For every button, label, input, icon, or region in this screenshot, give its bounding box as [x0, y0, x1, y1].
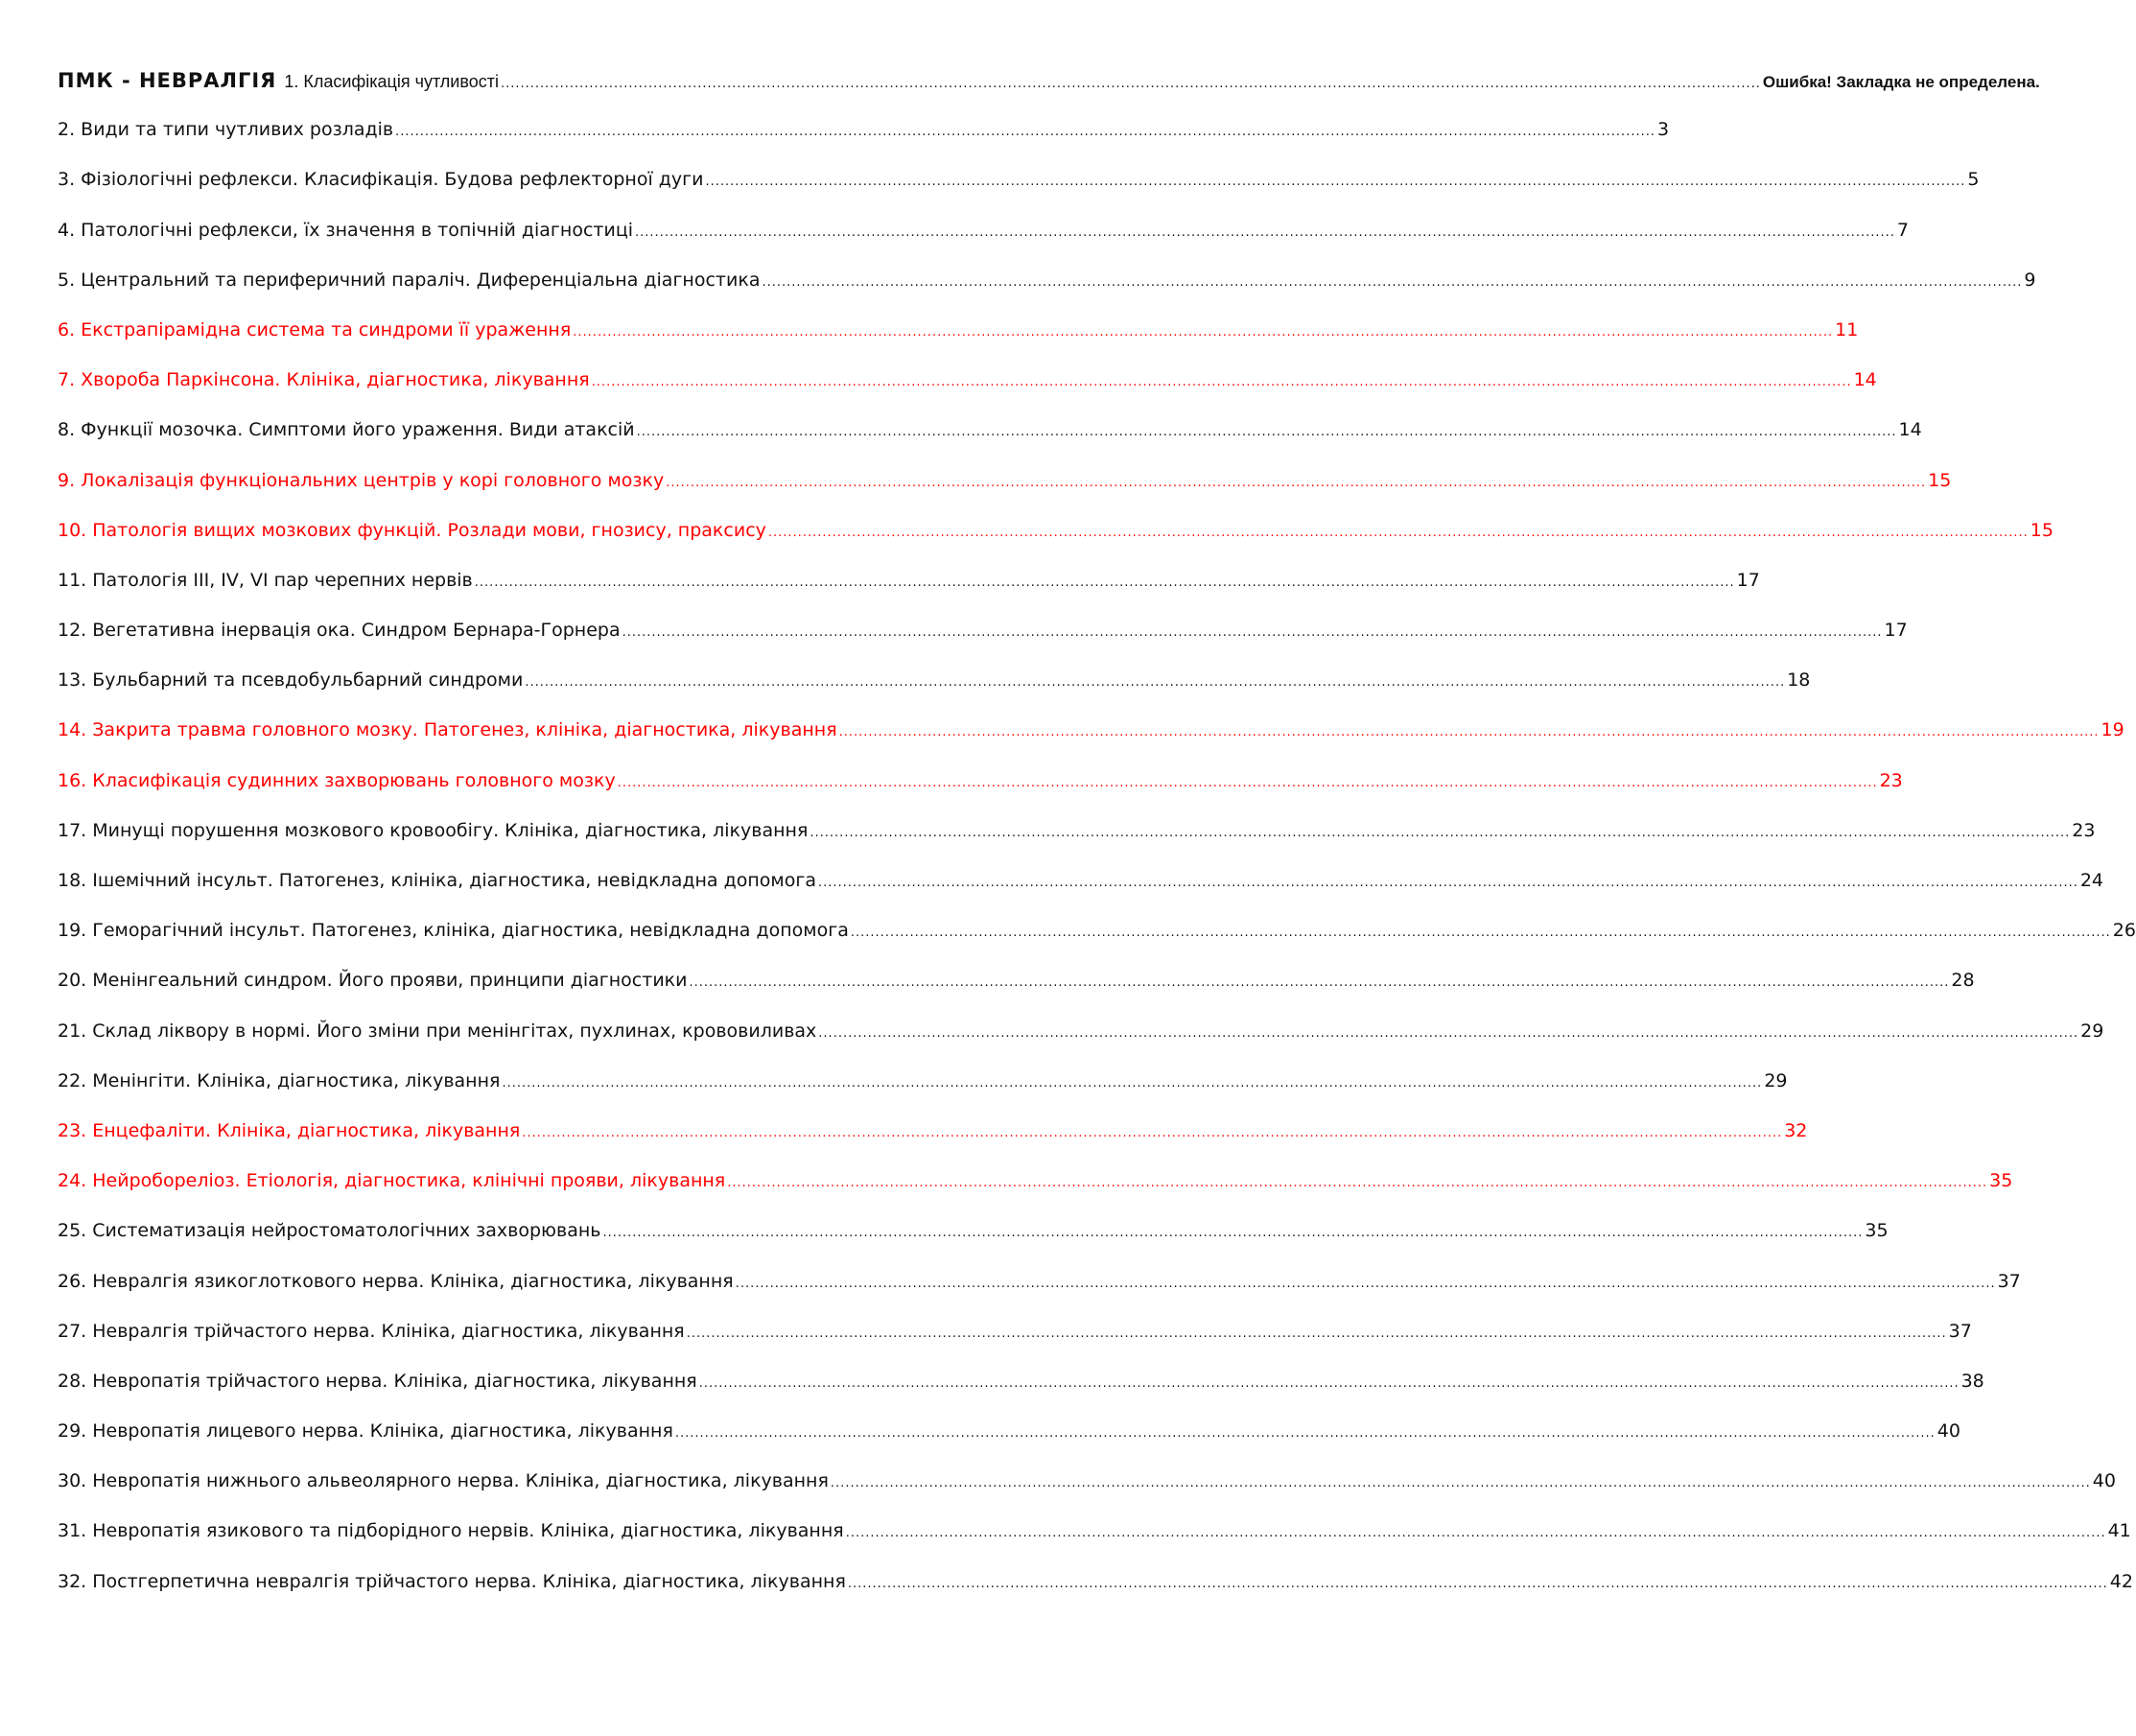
toc-entry[interactable]: [58, 1020, 2104, 1070]
toc-leader-dots: [848, 1577, 2108, 1591]
toc-entry-page: 18: [1787, 669, 1811, 692]
toc-entry-page: 23: [1879, 769, 1903, 791]
toc-leader-dots: [522, 1126, 1782, 1140]
toc-leader-dots: [637, 425, 1897, 439]
toc-leader-dots: [768, 526, 2029, 540]
toc-entry[interactable]: [58, 620, 1908, 669]
toc-entry[interactable]: [58, 369, 1877, 419]
toc-leader-dots: [818, 1026, 2078, 1041]
toc-entry-label: 26. Невралгія язикоглоткового нерва. Клініка, діагностика, лікування: [58, 1270, 734, 1292]
toc-entry-page: Ошибка! Закладка не определена.: [1762, 73, 2040, 91]
toc-entry[interactable]: [58, 1570, 2133, 1621]
toc-entry-page: 29: [2080, 1020, 2104, 1042]
toc-entry[interactable]: [58, 1069, 1788, 1120]
toc-entry-page: 24: [2079, 870, 2104, 891]
toc-entry[interactable]: [58, 1119, 1808, 1170]
toc-entry[interactable]: [58, 1520, 2131, 1570]
toc-entry[interactable]: [58, 719, 2124, 769]
toc-entry[interactable]: [58, 819, 2096, 870]
toc-leader-dots: [675, 1426, 1936, 1441]
toc-leader-dots: [592, 375, 1852, 389]
toc-entry-page: 15: [2030, 519, 2054, 541]
toc-entry-label: 3. Фізіологічні рефлекси. Класифікація. Будова рефлекторної дуги: [58, 169, 704, 191]
toc-leader-dots: [573, 325, 1833, 340]
toc-entry[interactable]: [58, 970, 1975, 1020]
toc-leader-dots: [699, 1376, 1960, 1391]
toc-entry-page: 23: [2072, 819, 2096, 841]
toc-entry-page: 7: [1896, 219, 1909, 241]
toc-leader-dots: [839, 725, 2100, 739]
toc-entry[interactable]: [58, 1170, 2013, 1220]
toc-entry[interactable]: [58, 1270, 2021, 1321]
toc-entry[interactable]: [58, 269, 2036, 319]
toc-leader-dots: [727, 1176, 1987, 1190]
toc-leader-dots: [851, 926, 2111, 940]
toc-entry[interactable]: [58, 419, 1922, 469]
toc-leader-dots: [525, 675, 1785, 690]
toc-entry-label: 32. Постгерпетична невралгія трійчастого нерва. Клініка, діагностика, лікування: [58, 1570, 846, 1592]
toc-entry-label: 4. Патологічні рефлекси, їх значення в топічній діагностиці: [58, 219, 634, 241]
toc-entry-page: 17: [1736, 569, 1760, 591]
toc-entry-page: 29: [1764, 1069, 1788, 1091]
toc-entry-label: 20. Менінгеальний синдром. Його прояви, принципи діагностики: [58, 970, 688, 992]
toc-entry-label: 25. Систематизація нейростоматологічних захворювань: [58, 1220, 601, 1242]
toc-entry-label: 14. Закрита травма головного мозку. Патогенез, клініка, діагностика, лікування: [58, 719, 837, 741]
toc-entry[interactable]: [58, 519, 2054, 570]
toc-leader-dots: [635, 225, 1895, 240]
toc-entry-label: 29. Невропатія лицевого нерва. Клініка, діагностика, лікування: [58, 1420, 673, 1443]
toc-entry[interactable]: [58, 769, 1903, 820]
toc-leader-dots: [690, 975, 1950, 990]
toc-entry-page: 14: [1853, 369, 1877, 391]
toc-entry-label: 16. Класифікація судинних захворювань головного мозку: [58, 769, 616, 791]
toc-entry-label: 10. Патологія вищих мозкових функцій. Розлади мови, гнозису, праксису: [58, 519, 766, 541]
toc-entry-label: 19. Геморагічний інсульт. Патогенез, клініка, діагностика, невідкладна допомога: [58, 920, 849, 942]
toc-entry-page: 28: [1951, 970, 1975, 992]
toc-entry-label: 22. Менінгіти. Клініка, діагностика, лікування: [58, 1069, 501, 1091]
toc-entry[interactable]: [58, 870, 2104, 920]
toc-entry-label: 12. Вегетативна інервація ока. Синдром Бернара-Горнера: [58, 620, 621, 642]
toc-entry-label: 9. Локалізація функціональних центрів у корі головного мозку: [58, 469, 665, 491]
toc-entry-label: 17. Минущі порушення мозкового кровообігу. Клініка, діагностика, лікування: [58, 819, 809, 841]
toc-entry-page: 41: [2107, 1520, 2131, 1542]
toc-entry-page: 14: [1898, 419, 1922, 441]
toc-entry-page: 9: [2024, 269, 2036, 291]
toc-entry-page: 37: [1948, 1320, 1972, 1342]
toc-entry-page: 15: [1928, 469, 1952, 491]
toc-entry-label: 7. Хвороба Паркінсона. Клініка, діагностика, лікування: [58, 369, 590, 391]
toc-leader-dots: [502, 1076, 1762, 1091]
toc-entry-label: 5. Центральний та периферичний параліч. Диференціальна діагностика: [58, 269, 761, 291]
toc-leader-dots: [622, 625, 1883, 640]
toc-entry-label: 18. Ішемічний інсульт. Патогенез, клініка, діагностика, невідкладна допомога: [58, 870, 816, 891]
toc-entry-page: 11: [1835, 318, 1859, 340]
toc-entry[interactable]: [58, 469, 1952, 520]
toc-entry-label: 31. Невропатія язикового та підборідного нервів. Клініка, діагностика, лікування: [58, 1520, 844, 1542]
toc-entry-page: 32: [1784, 1119, 1808, 1141]
toc-leader-dots: [395, 125, 1655, 139]
toc-entry-first[interactable]: [58, 69, 2040, 119]
toc-entry-label: 28. Невропатія трійчастого нерва. Клініка, діагностика, лікування: [58, 1370, 697, 1392]
toc-entry-page: 37: [1997, 1270, 2021, 1292]
toc-entry[interactable]: [58, 1320, 1972, 1371]
toc-entry-label: 11. Патологія III, IV, VI пар черепних нервів: [58, 569, 473, 591]
toc-entry[interactable]: [58, 169, 1980, 219]
toc-entry-page: 38: [1960, 1370, 1984, 1392]
toc-entry-page: 5: [1967, 169, 1980, 191]
toc-entry-page: 42: [2109, 1570, 2133, 1592]
table-of-contents: [58, 69, 2136, 1621]
toc-leader-dots: [501, 77, 1761, 91]
toc-entry-page: 17: [1884, 620, 1908, 642]
toc-entry[interactable]: [58, 1370, 1984, 1420]
toc-entry-label: 21. Склад ліквору в нормі. Його зміни при менінгітах, пухлинах, крововиливах: [58, 1020, 817, 1042]
toc-entry-page: 26: [2112, 920, 2136, 942]
toc-entry-page: 35: [1865, 1220, 1889, 1242]
toc-entry-page: 40: [2092, 1470, 2116, 1492]
toc-leader-dots: [475, 575, 1735, 590]
toc-leader-dots: [818, 876, 2078, 890]
toc-entry[interactable]: [58, 1220, 1889, 1270]
toc-entry-label: 13. Бульбарний та псевдобульбарний синдроми: [58, 669, 524, 692]
toc-entry-page: 3: [1656, 119, 1670, 141]
toc-leader-dots: [846, 1526, 2106, 1540]
toc-entry[interactable]: [58, 1420, 1960, 1470]
toc-entry-page: 35: [1989, 1170, 2013, 1192]
toc-leader-dots: [762, 275, 2022, 290]
toc-leader-dots: [831, 1476, 2091, 1490]
toc-leader-dots: [736, 1277, 1996, 1291]
toc-entry-label: 8. Функції мозочка. Симптоми його ураження. Види атаксій: [58, 419, 635, 441]
toc-leader-dots: [666, 476, 1926, 490]
toc-entry-label: 24. Нейробореліоз. Етіологія, діагностика, клінічні прояви, лікування: [58, 1170, 726, 1192]
toc-entry-label: 2. Види та типи чутливих розладів: [58, 119, 394, 141]
document-heading: ПМК - НЕВРАЛГІЯ: [58, 69, 277, 92]
toc-entry-label: 27. Невралгія трійчастого нерва. Клініка, діагностика, лікування: [58, 1320, 685, 1342]
toc-leader-dots: [618, 776, 1878, 790]
toc-entry[interactable]: [58, 318, 1859, 369]
toc-entry-page: 40: [1936, 1420, 1960, 1443]
toc-entry[interactable]: [58, 1470, 2116, 1520]
toc-entry[interactable]: [58, 119, 1670, 169]
toc-entry-label: 1. Класифікація чутливості: [284, 72, 499, 91]
toc-leader-dots: [705, 175, 1965, 189]
toc-entry[interactable]: [58, 669, 1811, 719]
toc-entry-label: 23. Енцефаліти. Клініка, діагностика, лікування: [58, 1119, 521, 1141]
toc-entry-label: 6. Екстрапірамідна система та синдроми її ураження: [58, 318, 572, 340]
toc-leader-dots: [810, 826, 2070, 840]
toc-entry[interactable]: [58, 569, 1760, 620]
toc-entry-label: 30. Невропатія нижнього альвеолярного нерва. Клініка, діагностика, лікування: [58, 1470, 829, 1492]
toc-entry-page: 19: [2101, 719, 2124, 741]
toc-leader-dots: [602, 1226, 1863, 1240]
toc-leader-dots: [687, 1326, 1947, 1341]
toc-entry[interactable]: [58, 219, 1909, 270]
toc-entry[interactable]: [58, 920, 2136, 970]
